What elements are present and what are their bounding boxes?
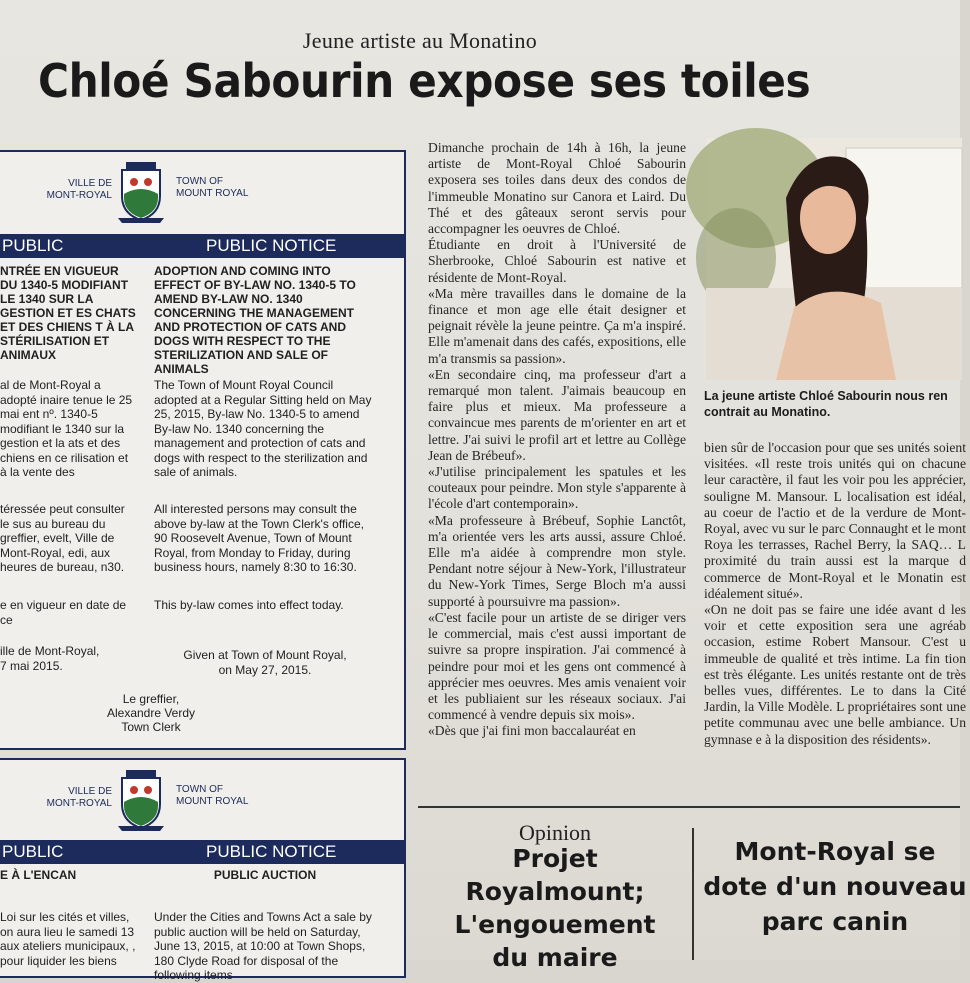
notice-band: [0, 234, 404, 258]
notice-paragraph-fr-2: téressée peut consulter le sus au bureau du greffier, evelt, Ville de Mont-Royal, edi, aux heures de bureau, n30.: [0, 502, 125, 574]
article-body: [428, 140, 686, 740]
ville-line-1: VILLE DE: [68, 786, 112, 797]
article-paragraph: bien sûr de l'occasion pour que ses unités soient visitées. «Il reste trois unités qui on chacune leur caractère, il faut les voir pou les apprécier, souligne M. Mansour. L localisation est idéal, au coeur de l'actio et de la verdure de Mont-Royal, avec vu sur le parc Connaught et le mont Roya les terrasses, Rachel Berry, la SAQ… L proximité du train aussi est la marque d commerce de Mont-Royal et le Monatin est idéalement situé».: [704, 440, 966, 601]
article-kicker: Jeune artiste au Monatino: [302, 28, 538, 53]
article-continuation: [704, 440, 966, 748]
notice-paragraph-en-2: All interested persons may consult the above by-law at the Town Clerk's office, 90 Roosevelt Avenue, Town of Mount Royal, from Monday to Friday, during business hours, namely 8:30 to 16:30.: [154, 502, 364, 574]
town-line-2: MOUNT ROYAL: [176, 796, 249, 807]
signature-en-line-1: Given at Town of Mount Royal,: [183, 648, 347, 662]
signature-fr-line-1: ille de Mont-Royal,: [0, 644, 100, 658]
notice-title-en: PUBLIC AUCTION: [213, 868, 317, 882]
notice-paragraph-fr-3: e en vigueur en date de ce: [0, 598, 127, 627]
article-paragraph: «Ma professeure à Brébeuf, Sophie Lanctôt, m'a orientée vers les arts aussi, assure Chloé. Elle m'a aidée à comprendre mon style. Pendant notre séjour à New-York, l'illustrateur du New-York Times, Serge Bloch m'a aussi supporté à poursuivre ma passion».: [428, 512, 686, 609]
opinion-kicker: Opinion: [518, 820, 592, 845]
dog-park-headline-line-3: parc canin: [761, 907, 909, 936]
opinion-headline-line-1: Projet Royalmount;: [465, 844, 645, 906]
notice-header: [0, 760, 404, 840]
notice-title-en: ADOPTION AND COMING INTO EFFECT OF BY-LAW NO. 1340-5 TO AMEND BY-LAW NO. 1340 CONCERNING THE MANAGEMENT AND PROTECTION OF CATS AND DOGS WITH RESPECT TO THE STERILIZATION AND SALE OF ANIMALS: [154, 264, 356, 376]
dog-park-headline-line-2: dote d'un nouveau: [703, 872, 967, 901]
article-paragraph: Dimanche prochain de 14h à 16h, la jeune artiste de Mont-Royal Chloé Sabourin exposera ses toiles dans deux des condos de l'immeuble Monatino sur Canora et Laird. Du Thé et des gâteaux seront servis pour accompagner les oeuvres de Chloé.: [428, 140, 686, 237]
town-crest-icon: [116, 768, 166, 832]
ville-line-1: VILLE DE: [68, 178, 112, 189]
band-label-en: PUBLIC NOTICE: [206, 236, 337, 255]
ville-de-mont-royal-label: [47, 178, 112, 202]
photo-caption: La jeune artiste Chloé Sabourin nous ren contrait au Monatino.: [704, 389, 948, 419]
notice-signature-fr: [0, 644, 136, 673]
signature-fr-line-2: 7 mai 2015.: [0, 658, 63, 673]
dog-park-headline: [700, 834, 970, 939]
clerk-title-en: Town Clerk: [121, 720, 181, 734]
article-paragraph: «On ne doit pas se faire une idée avant d les voir et cette exposition sera une agréab occasion, estime Robert Mansour. C'est u immeuble de qualité et très intime. La fin tion est très élégante. Les unités restante ont de très belles vues, différentes. Le to dans la Cité Jardin, la Ville Modèle. L propriétaires sont une petite communau avec une belle ambiance. Un gymnase e à la disposition des résidents».: [704, 602, 966, 747]
section-divider: [418, 806, 960, 808]
town-line-1: TOWN OF: [176, 784, 224, 795]
public-notice-bylaw: [0, 150, 406, 750]
band-label-fr: PUBLIC: [2, 236, 64, 255]
notice-paragraph-fr-1: Loi sur les cités et villes, on aura lieu le samedi 13 aux ateliers municipaux, , pour liquider les biens: [0, 910, 136, 968]
band-label-en: PUBLIC NOTICE: [206, 842, 337, 861]
column-divider: [692, 828, 694, 960]
ville-line-2: MONT-ROYAL: [46, 798, 112, 809]
notice-header: [0, 152, 404, 232]
notice-title-fr: E À L'ENCAN: [0, 868, 77, 882]
article-paragraph: «J'utilise principalement les spatules et les couteaux pour peindre. Mon style s'apparente à l'école d'art contemporain».: [428, 464, 686, 512]
notice-paragraph-en-1: Under the Cities and Towns Act a sale by public auction will be held on Saturday, June 13, 2015, at 10:00 at Town Shops, 180 Clyde Road for disposal of the following items: [154, 910, 372, 982]
notice-paragraph-en-1: The Town of Mount Royal Council adopted at a Regular Sitting held on May 25, 2015, By-law No. 1340-5 to amend By-law No. 1340 concerning the management and protection of cats and dogs with respect to the sterilization and sale of animals.: [154, 378, 372, 479]
town-crest-icon: [116, 160, 166, 224]
ville-de-mont-royal-label: [47, 786, 112, 810]
opinion-headline: [420, 842, 690, 974]
article-paragraph: «Ma mère travailles dans le domaine de la finance et mon age elle était designer et peignait révèle la jeune peintre. Ça m'a inspiré. Elle m'amenait dans des cafés, expositions, elle m'a transmis sa passion».: [428, 285, 686, 366]
artist-photo: [706, 138, 962, 380]
article-paragraph: «Dès que j'ai fini mon baccalauréat en: [428, 723, 636, 739]
article-headline: Chloé Sabourin expose ses toiles: [38, 54, 811, 108]
notice-band: [0, 840, 404, 864]
signature-en-line-2: on May 27, 2015.: [218, 662, 312, 677]
notice-paragraph-en-3: This by-law comes into effect today.: [154, 598, 344, 612]
notice-signature-en: [154, 648, 376, 677]
article-paragraph: «C'est facile pour un artiste de se diriger vers le commercial, mais c'est aussi important de suivre sa propre inspiration. J'ai commencé à peindre pour moi et les gens ont commencé à apprécier mes oeuvres. Mes amis venaient voir et les publiaient sur les réseaux sociaux. J'ai commencé à vendre depuis six mois».: [428, 609, 686, 723]
ville-line-2: MONT-ROYAL: [46, 190, 112, 201]
notice-paragraph-fr-1: al de Mont-Royal a adopté inaire tenue le 25 mai ent nº. 1340-5 modifiant le 1340 sur la gestion et la ats et des chiens en ce rilisation et à la vente des: [0, 378, 133, 479]
clerk-name: Alexandre Verdy: [106, 706, 196, 720]
town-of-mount-royal-label: [176, 176, 248, 200]
notice-title-fr: NTRÉE EN VIGUEUR DU 1340-5 MODIFIANT LE 1340 SUR LA GESTION ET ES CHATS ET DES CHIENS T À LA STÉRILISATION ET ANIMAUX: [0, 264, 136, 362]
opinion-headline-line-3: du maire: [492, 943, 618, 972]
article-paragraph: «En secondaire cinq, ma professeur d'art a remarqué mon talent. J'aimais beaucoup en faire plus et mieux. Ma professeure a convaincue mes parents de m'orienter en art et lettre. J'ai suivi le profil art et lettre au Collège Jean de Brébeuf».: [428, 366, 686, 463]
clerk-title-fr: Le greffier,: [122, 692, 180, 706]
dog-park-headline-line-1: Mont-Royal se: [734, 837, 936, 866]
public-notice-auction: [0, 758, 406, 982]
artist-photo-illustration: [706, 138, 962, 380]
band-label-fr: PUBLIC: [2, 842, 64, 861]
town-line-1: TOWN OF: [176, 176, 224, 187]
town-line-2: MOUNT ROYAL: [176, 188, 249, 199]
town-clerk-signature: [36, 692, 266, 734]
article-paragraph: Étudiante en droit à l'Université de Sherbrooke, Chloé Sabourin est native et résidente de Mont-Royal.: [428, 237, 686, 285]
town-of-mount-royal-label: [176, 784, 248, 808]
opinion-headline-line-2: L'engouement: [454, 910, 656, 939]
